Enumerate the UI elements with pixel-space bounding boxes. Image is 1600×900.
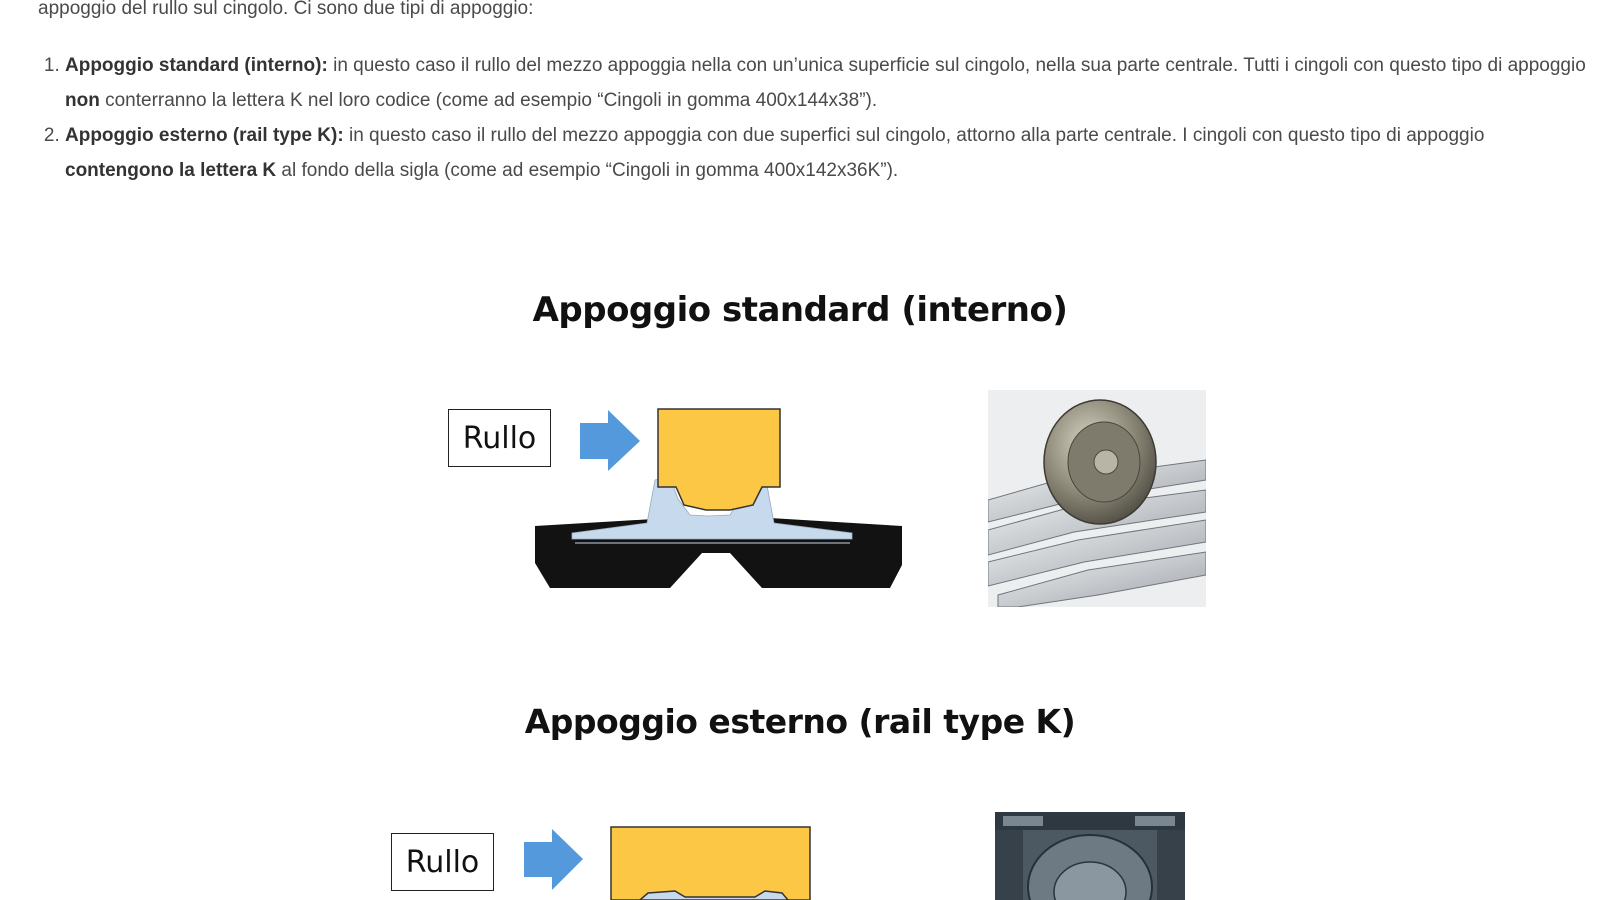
figure-title-standard: Appoggio standard (interno) <box>532 290 1068 330</box>
list-item <box>65 118 1590 188</box>
list-item-text: al fondo della sigla (come ad esempio “Cingoli in gomma 400x142x36K”). <box>276 160 899 181</box>
roller-label-box: Rullo <box>391 833 494 891</box>
roller-photo-external <box>995 812 1185 900</box>
list-item-label: Appoggio esterno (rail type K): <box>65 125 344 146</box>
intro-paragraph: appoggio del rullo sul cingolo. Ci sono due tipi di appoggio: <box>38 0 534 19</box>
support-types-list <box>38 48 1590 188</box>
arrow-icon <box>580 410 640 471</box>
external-support-diagram <box>520 825 820 900</box>
figure-title-external: Appoggio esterno (rail type K) <box>524 702 1076 741</box>
list-item-text: in questo caso il rullo del mezzo appoggia con due superfici sul cingolo, attorno alla parte centrale. I cingoli con questo tipo di appoggio <box>343 125 1485 146</box>
list-item <box>65 48 1590 118</box>
roller-shape <box>611 827 810 900</box>
roller-label-box: Rullo <box>448 409 551 467</box>
list-item-emphasis: contengono la lettera K <box>65 160 277 181</box>
standard-support-diagram <box>530 405 910 600</box>
list-item-emphasis: non <box>65 90 100 111</box>
roller-photo-standard <box>988 390 1206 607</box>
list-item-label: Appoggio standard (interno): <box>65 55 328 76</box>
list-item-text: conterranno la lettera K nel loro codice (come ad esempio “Cingoli in gomma 400x144x38”). <box>99 90 878 111</box>
list-item-text: in questo caso il rullo del mezzo appoggia nella con un’unica superficie sul cingolo, nella sua parte centrale. Tutti i cingoli con questo tipo di appoggio <box>327 55 1586 76</box>
arrow-icon <box>524 829 583 890</box>
